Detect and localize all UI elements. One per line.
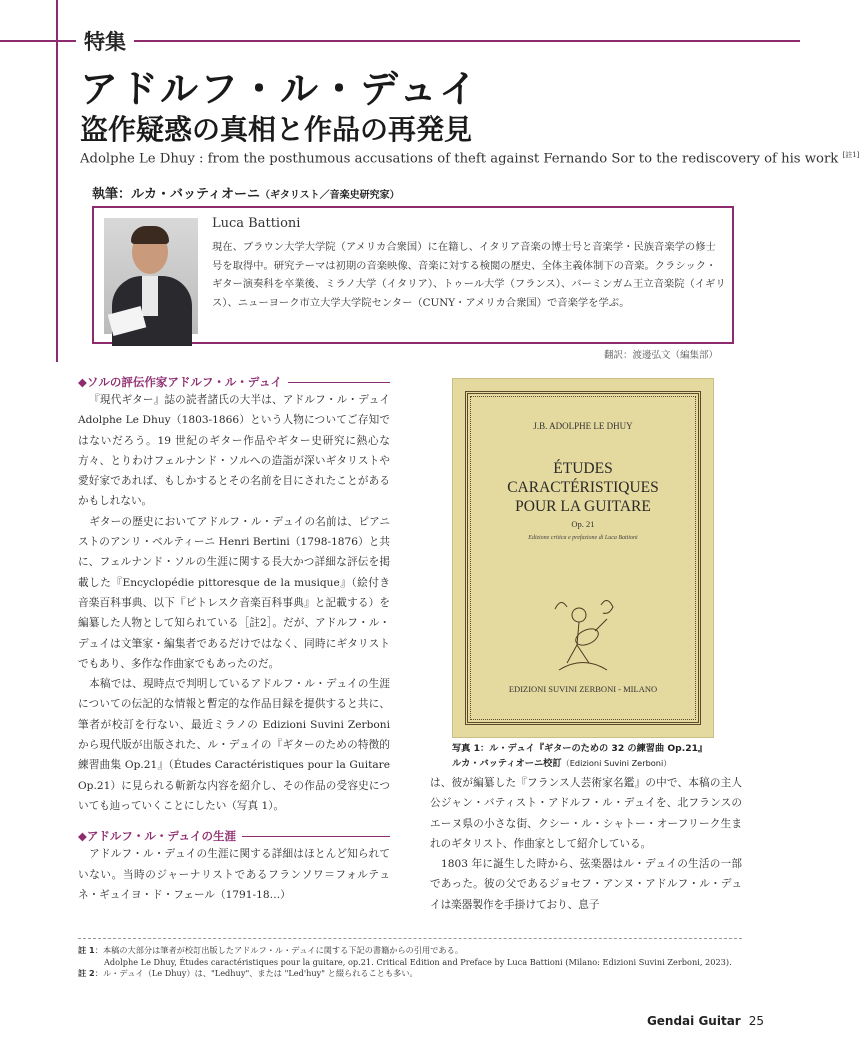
magazine-name: Gendai Guitar (646, 1014, 741, 1028)
section-label: 特集 (76, 26, 134, 56)
section-heading-rule (288, 382, 390, 383)
author-photo (104, 218, 198, 334)
cover-edition-note: Edizione critica e prefazione di Luca Battioni (528, 535, 638, 541)
footnote-ref: [註1] (842, 151, 859, 159)
cover-publisher: EDIZIONI SUVINI ZERBONI - MILANO (508, 684, 658, 694)
caption-publisher: （Edizioni Suvini Zerboni） (561, 758, 672, 768)
caption-line-2 (452, 756, 742, 771)
footnotes (78, 945, 742, 980)
decorative-vertical-rule (56, 0, 58, 362)
section-heading-2 (78, 828, 390, 844)
page-footer (647, 1014, 764, 1028)
caption-editor: ルカ・バッティオーニ校訂 (452, 758, 562, 769)
paragraph (78, 512, 390, 674)
cover-title-line: CARACTÉRISTIQUES (507, 479, 659, 496)
byline (92, 183, 400, 202)
cover-author: J.B. ADOLPHE LE DHUY (533, 421, 633, 431)
cover-title-line: ÉTUDES (553, 460, 613, 477)
article-title: アドルフ・ル・デュイ (80, 67, 479, 111)
author-role: （ギタリスト／音楽史研究家） (259, 190, 400, 201)
cover-title-line: POUR LA GUITARE (515, 498, 651, 515)
english-subtitle (80, 150, 859, 166)
footnote-text: ：ル・デュイ（Le Dhuy）は、"Ledhuy"、または "Led'huy" と綴られることも多い。 (94, 968, 418, 978)
illustration-foliage (601, 600, 613, 613)
footnote-1-reference: Adolphe Le Dhuy, Études caractéristiques pour la guitare, op.21. Critical Edition and Preface by Luca Battioni (Milano: Edizioni Suvini Zerboni, 2023). (104, 956, 732, 967)
author-name: 執筆：ルカ・バッティオーニ (92, 187, 260, 202)
section-heading-1 (78, 374, 390, 390)
footnote-label: 註 2 (78, 968, 95, 978)
book-cover-image (452, 378, 714, 738)
figure-caption (452, 742, 742, 771)
right-column (430, 773, 742, 915)
paragraph (78, 674, 390, 816)
cover-title (453, 459, 713, 516)
footnote-text: ：本稿の大部分は筆者が校訂出版したアドルフ・ル・デュイに関する下記の書籍からの引用である。 (94, 945, 463, 955)
paragraph (78, 844, 390, 905)
article-subtitle: 盗作疑惑の真相と作品の再発見 (80, 113, 473, 146)
page-number: 25 (748, 1014, 764, 1028)
bio-name: Luca Battioni (212, 216, 301, 231)
illustration-foliage-left (555, 602, 567, 609)
left-column (78, 374, 390, 905)
cover-opus: Op. 21 (571, 519, 595, 529)
footnote-1 (78, 945, 742, 957)
caption-line-1: 写真 1：ル・デュイ『ギターのための 32 の練習曲 Op.21』 (452, 743, 708, 754)
paragraph-text: 本稿では、現時点で判明しているアドルフ・ル・デュイの生涯についての伝記的な情報と暫定的な作品目録を提供すると共に、筆者が校訂を行ない、最近ミラノの Edizioni Suvini Zerboni から現代版が出版された、ル・デュイの『ギターのための特徴的練習曲集 Op.21』（Études Caractéristiques pour la Guitare Op.21）に見られる斬新な内容を紹介し、その作品の受容史についても辿っていくことにしたい（写真 1）。 (78, 678, 390, 812)
bio-text: 現在、ブラウン大学大学院（アメリカ合衆国）に在籍し、イタリア音楽の博士号と音楽学・民族音楽学の修士号を取得中。研究テーマは初期の音楽映像、音楽に対する検閲の歴史、全体主義体制下の音楽。クラシック・ギター演奏科を卒業後、ミラノ大学（イタリア）、トゥール大学（フランス）、バーミンガム王立音楽院（イギリス）、ニューヨーク市立大学大学院センター（CUNY・アメリカ合衆国）で音楽学を学ぶ。 (212, 241, 726, 309)
photo-shirt (142, 276, 158, 316)
paragraph-text: ギターの歴史においてアドルフ・ル・デュイの名前は、ピアニストのアンリ・ベルティーニ Henri Bertini（1798-1876）と共に、フェルナンド・ソルの生涯に関する長大かつ詳細な評伝を掲載した『Encyclopédie pittoresque de la musique』（絵付き音楽百科事典、以下『ピトレスク音楽百科事典』と記載する）を編纂した人物として知られている［註2］。だが、アドルフ・ル・デュイは文筆家・編集者であるだけではなく、同時にギタリストでもあり、多作な作曲家でもあったのだ。 (78, 515, 390, 670)
paragraph-text: 『現代ギター』誌の読者諸氏の大半は、アドルフ・ル・デュイ Adolphe Le Dhuy（1803-1866）という人物についてご存知ではないだろう。19 世紀のギター作品やギター史研究に熱心な方々、とりわけフェルナンド・ソルへの造詣が深いギタリストや愛好家であれば、もしかするとその名前を目にされたことがあるかもしれない。 (78, 394, 390, 508)
paragraph-text: 1803 年に誕生した時から、弦楽器はル・デュイの生活の一部であった。彼の父であるジョセフ・アンヌ・アドルフ・ル・デュイは楽器製作を手掛けており、息子 (430, 858, 742, 911)
paragraph (430, 773, 742, 854)
translator-credit: 翻訳：渡邊弘文（編集部） (604, 350, 719, 361)
illustration-figure (567, 622, 589, 663)
illustration-guitar-neck (595, 619, 607, 631)
paragraph-text: アドルフ・ル・デュイの生涯に関する詳細はほとんど知られていない。当時のジャーナリストであるフランソワ＝フォルテュネ・ギュイヨ・ド・フェール（1791-18…） (78, 848, 390, 901)
illustration-ground (559, 663, 607, 671)
footnote-divider (78, 938, 742, 939)
footnote-label: 註 1 (78, 945, 95, 955)
footnote-2 (78, 968, 742, 980)
paragraph (430, 854, 742, 915)
section-heading-1-text: ◆ソルの評伝作家アドルフ・ル・デュイ (78, 375, 282, 389)
section-heading-rule (242, 836, 390, 837)
photo-hair (131, 226, 169, 244)
paragraph-text: は、彼が編纂した『フランス人芸術家名鑑』の中で、本稿の主人公ジャン・バティスト・アドルフ・ル・デュイを、北フランスのエーヌ県の小さな街、クシー・ル・シャトー・オーフリーク生まれのギタリスト、作曲家として紹介している。 (430, 777, 742, 850)
author-bio-box (92, 206, 734, 344)
cover-illustration (549, 585, 617, 675)
paragraph (78, 390, 390, 512)
section-heading-2-text: ◆アドルフ・ル・デュイの生涯 (78, 829, 236, 844)
english-subtitle-text: Adolphe Le Dhuy : from the posthumous accusations of theft against Fernando Sor to the rediscovery of his work (80, 151, 839, 167)
illustration-head (572, 608, 586, 622)
